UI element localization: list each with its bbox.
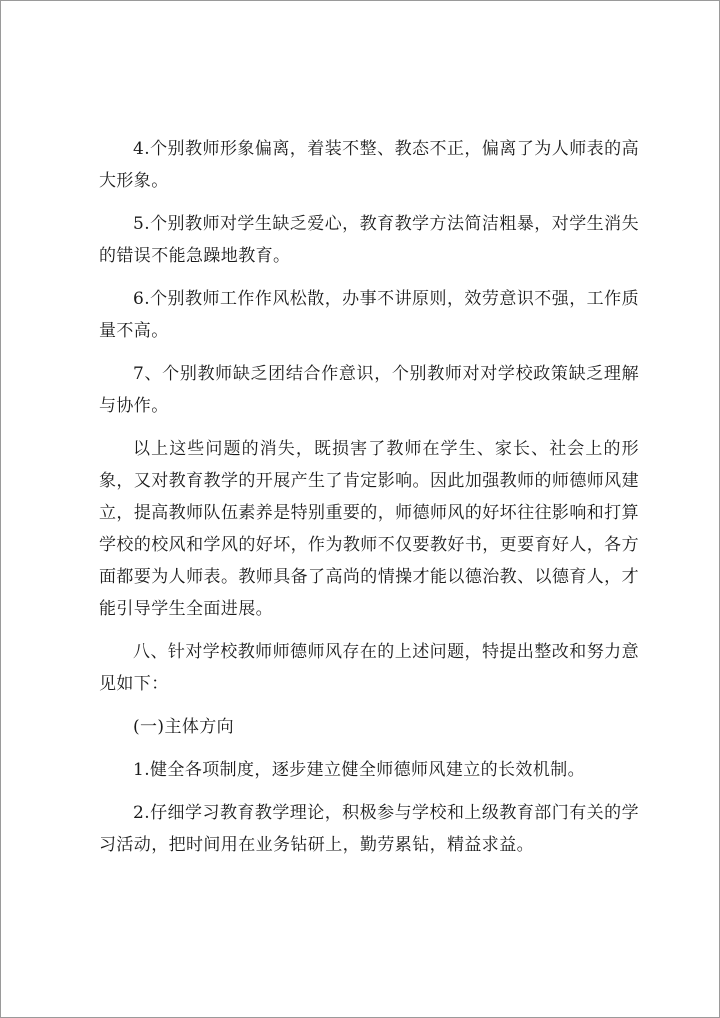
paragraph-item-6: 6.个别教师工作作风松散，办事不讲原则，效劳意识不强，工作质量不高。: [99, 289, 639, 341]
document-body: [99, 133, 639, 861]
paragraph-item-4: 4.个别教师形象偏离，着装不整、教态不正，偏离了为人师表的高大形象。: [99, 139, 639, 191]
paragraph-measure-1: 1.健全各项制度，逐步建立健全师德师风建立的长效机制。: [133, 760, 586, 780]
section-heading-eight: 八、针对学校教师师德师风存在的上述问题，特提出整改和努力意见如下：: [99, 642, 639, 694]
subsection-heading-main-direction: (一)主体方向: [133, 717, 235, 737]
paragraph-item-7: 7、个别教师缺乏团结合作意识，个别教师对对学校政策缺乏理解与协作。: [99, 364, 639, 416]
paragraph-measure-2: 2.仔细学习教育教学理论，积极参与学校和上级教育部门有关的学习活动，把时间用在业务钻研上，勤劳累钻，精益求益。: [99, 803, 639, 855]
paragraph-summary: 以上这些问题的消失，既损害了教师在学生、家长、社会上的形象，又对教育教学的开展产生了肯定影响。因此加强教师的师德师风建立，提高教师队伍素养是特别重要的，师德师风的好坏往往影响和打算学校的校风和学风的好坏，作为教师不仅要教好书，更要育好人，各方面都要为人师表。教师具备了高尚的情操才能以德治教、以德育人，才能引导学生全面进展。: [99, 439, 639, 619]
paragraph-item-5: 5.个别教师对学生缺乏爱心，教育教学方法简洁粗暴，对学生消失的错误不能急躁地教育。: [99, 214, 639, 266]
